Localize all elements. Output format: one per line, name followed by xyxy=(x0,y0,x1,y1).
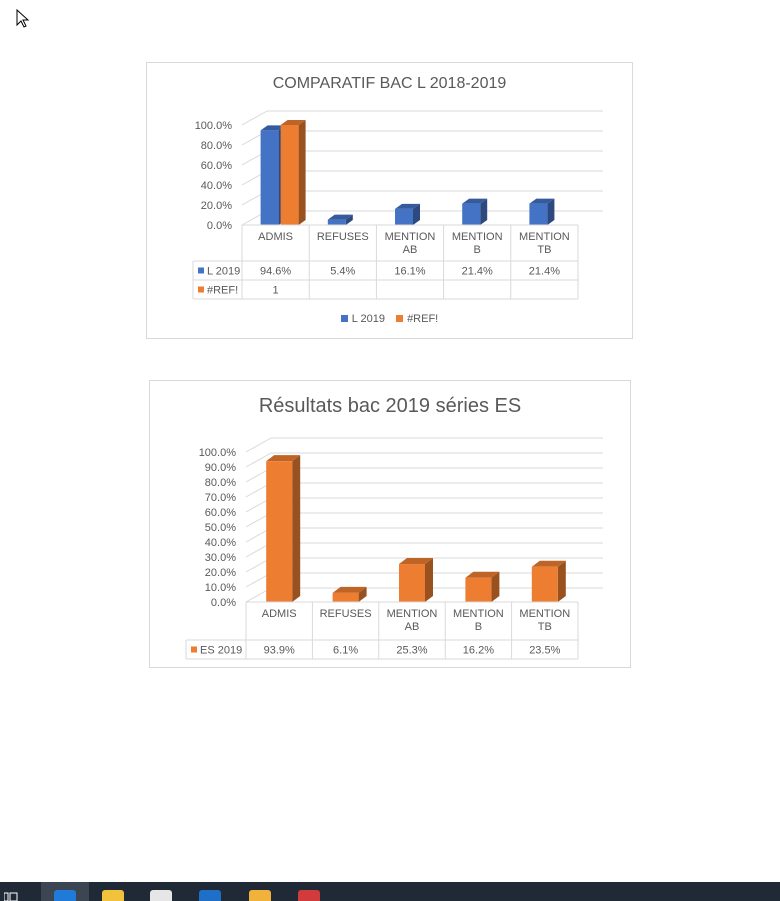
category-label: B xyxy=(473,244,481,256)
edge-icon[interactable] xyxy=(54,890,76,901)
y-tick-label: 50.0% xyxy=(204,522,236,534)
taskbar xyxy=(0,882,780,901)
paint-icon[interactable] xyxy=(249,890,271,901)
bar-front xyxy=(333,593,359,602)
category-label: MENTION xyxy=(453,608,504,620)
y-tick-label: 100.0% xyxy=(198,447,236,459)
table-series-name: L 2019 xyxy=(207,265,241,278)
gridline xyxy=(246,438,271,452)
legend-swatch xyxy=(341,315,348,322)
bar xyxy=(281,120,306,225)
category-label: AB xyxy=(402,244,418,256)
table-value: 94.6% xyxy=(259,265,292,278)
y-tick-label: 80.0% xyxy=(204,477,236,489)
app-icon[interactable] xyxy=(298,890,320,901)
y-tick-label: 70.0% xyxy=(204,492,236,504)
y-tick-label: 40.0% xyxy=(204,537,236,549)
table-series-name: ES 2019 xyxy=(200,644,243,657)
y-tick-label: 10.0% xyxy=(204,582,236,594)
store-icon[interactable] xyxy=(150,890,172,901)
legend-item-l2019 xyxy=(341,313,385,325)
legend-label: #REF! xyxy=(407,313,439,325)
table-value: 21.4% xyxy=(461,265,493,278)
legend-swatch xyxy=(396,315,403,322)
y-tick-label: 0.0% xyxy=(206,220,232,232)
bar-front xyxy=(465,578,491,602)
bar-side xyxy=(558,561,566,602)
category-label: MENTION xyxy=(519,231,570,243)
chart-plot xyxy=(147,63,634,340)
category-label: MENTION xyxy=(519,608,571,620)
table-legend-swatch xyxy=(198,268,204,274)
bar xyxy=(532,561,566,602)
table-legend-swatch xyxy=(198,287,204,293)
table-value: 93.9% xyxy=(263,644,295,657)
mail-icon[interactable] xyxy=(199,890,221,901)
y-tick-label: 60.0% xyxy=(200,160,232,172)
y-tick-label: 0.0% xyxy=(210,597,236,609)
y-tick-label: 20.0% xyxy=(200,200,232,212)
bar-side xyxy=(299,120,306,225)
bar-front xyxy=(328,220,346,225)
category-label: MENTION xyxy=(451,231,503,243)
table-legend-swatch xyxy=(191,647,197,653)
category-label: TB xyxy=(537,621,552,633)
category-label: REFUSES xyxy=(319,608,372,620)
y-tick-label: 90.0% xyxy=(204,462,236,474)
bar-front xyxy=(261,130,279,225)
bar xyxy=(395,204,420,225)
bar xyxy=(266,455,300,602)
bar-front xyxy=(529,204,547,225)
mouse-cursor-icon xyxy=(16,9,30,29)
table-value: 16.1% xyxy=(394,265,426,278)
bar-front xyxy=(266,461,292,602)
bar xyxy=(529,199,554,225)
bar-front xyxy=(462,204,480,225)
table-series-name: #REF! xyxy=(207,284,239,297)
category-label: REFUSES xyxy=(316,231,369,243)
category-label: ADMIS xyxy=(261,608,297,620)
category-label: B xyxy=(474,621,483,633)
table-value: 6.1% xyxy=(333,644,359,657)
chart-bac-l-comparison xyxy=(146,62,633,339)
y-tick-label: 100.0% xyxy=(194,120,232,132)
y-tick-label: 40.0% xyxy=(200,180,232,192)
bar xyxy=(465,572,499,602)
y-tick-label: 60.0% xyxy=(204,507,236,519)
bar-front xyxy=(532,567,558,602)
file-explorer-icon[interactable] xyxy=(102,890,124,901)
table-value: 5.4% xyxy=(330,265,356,278)
category-label: MENTION xyxy=(386,608,438,620)
bar-side xyxy=(425,558,433,602)
bar-front xyxy=(395,209,413,225)
category-label: AB xyxy=(404,621,420,633)
y-tick-label: 20.0% xyxy=(204,567,236,579)
task-view-icon[interactable] xyxy=(4,892,18,901)
chart-plot xyxy=(150,381,632,669)
chart-bac-es-results xyxy=(149,380,631,668)
category-label: ADMIS xyxy=(258,231,294,243)
category-label: MENTION xyxy=(384,231,436,243)
table-value: 21.4% xyxy=(528,265,561,278)
bar xyxy=(333,587,367,602)
legend-item-ref xyxy=(396,313,438,325)
chart-title: COMPARATIF BAC L 2018-2019 xyxy=(272,75,507,92)
y-tick-label: 80.0% xyxy=(200,140,232,152)
table-value: 1 xyxy=(272,284,279,297)
bar-side xyxy=(292,455,300,602)
category-label: TB xyxy=(537,244,552,256)
table-value: 25.3% xyxy=(396,644,428,657)
bar-front xyxy=(399,564,425,602)
legend-label: L 2019 xyxy=(351,313,385,325)
table-value: 23.5% xyxy=(529,644,561,657)
bar xyxy=(462,199,487,225)
bar-front xyxy=(281,125,299,225)
gridline xyxy=(242,111,267,125)
chart-legend xyxy=(147,313,632,325)
y-tick-label: 30.0% xyxy=(204,552,236,564)
bar xyxy=(399,558,433,602)
chart-title: Résultats bac 2019 séries ES xyxy=(258,395,522,417)
bar xyxy=(328,215,353,225)
table-value: 16.2% xyxy=(462,644,495,657)
